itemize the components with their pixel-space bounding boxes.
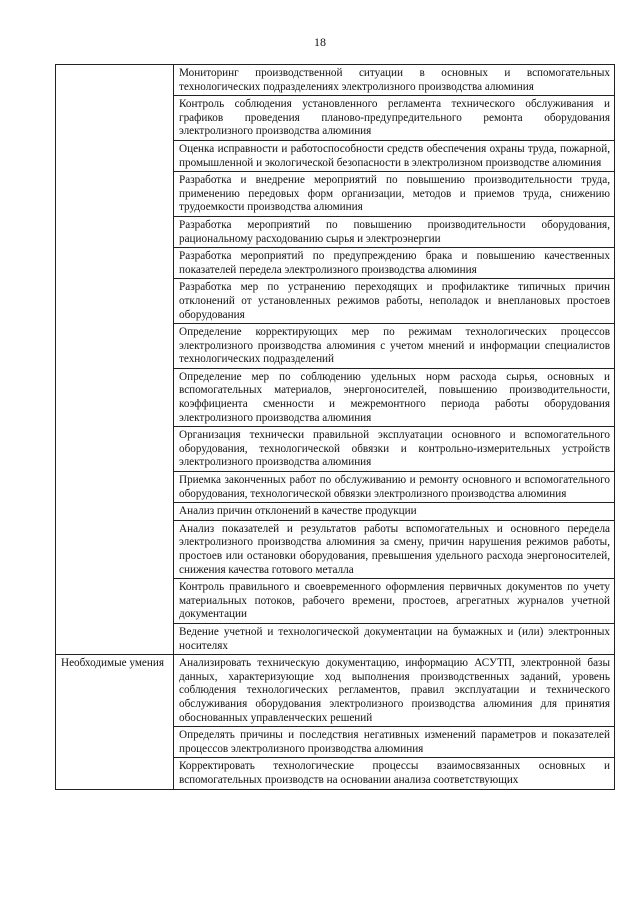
table-cell: Определение корректирующих мер по режимам технологических процессов электролизного производства алюминия с учетом мнений и информации специалистов технологических подразделений (174, 324, 615, 369)
table-cell: Контроль правильного и своевременного оформления первичных документов по учету материальных потоков, рабочего времени, простоев, агрегатных журналов учетной документации (174, 579, 615, 624)
table-row (56, 65, 615, 96)
table-cell: Корректировать технологические процессы взаимосвязанных основных и вспомогательных производств на основании анализа соответствующих (174, 758, 615, 789)
table-cell: Разработка и внедрение мероприятий по повышению производительности труда, применению передовых форм организации, методов и приемов труда, снижению трудоемкости производства алюминия (174, 172, 615, 217)
table-cell: Анализ показателей и результатов работы вспомогательных и основного передела электролизного производства алюминия за смену, причин нарушения режимов работы, простоев или остановки оборудования, превышения удельного расхода энергоносителей, снижения качества готового металла (174, 520, 615, 578)
page-number: 18 (314, 35, 326, 49)
table-row (56, 655, 615, 727)
table-cell: Определение мер по соблюдению удельных норм расхода сырья, основных и вспомогательных материалов, энергоносителей, повышению производительности, коэффициента сменности и межремонтного периода работы оборудования электролизного производства алюминия (174, 368, 615, 426)
table-cell: Приемка законченных работ по обслуживанию и ремонту основного и вспомогательного оборудования, технологической обвязки электролизного производства алюминия (174, 472, 615, 503)
table-cell: Контроль соблюдения установленного регламента технического обслуживания и графиков проведения планово-предупредительного ремонта оборудования электролизного производства алюминия (174, 96, 615, 141)
table-cell: Оценка исправности и работоспособности средств обеспечения охраны труда, пожарной, промышленной и экологической безопасности в электролизном производстве алюминия (174, 140, 615, 171)
table-cell: Анализировать техническую документацию, информацию АСУТП, электронной базы данных, характеризующие ход выполнения производственных заданий, уровень соблюдения технологических регламентов, правил эксплуатации и технического обслуживания оборудования электролизного производства алюминия для принятия обоснованных управленческих решений (174, 655, 615, 727)
table-cell: Анализ причин отклонений в качестве продукции (174, 503, 615, 521)
table-cell: Разработка мер по устранению переходящих и профилактике типичных причин отклонений от установленных режимов работы, неполадок и внеплановых простоев оборудования (174, 279, 615, 324)
table-cell: Определять причины и последствия негативных изменений параметров и показателей процессов электролизного производства алюминия (174, 727, 615, 758)
table-cell: Разработка мероприятий по повышению производительности оборудования, рациональному расходованию сырья и электроэнергии (174, 216, 615, 247)
table-cell: Разработка мероприятий по предупреждению брака и повышению качественных показателей передела электролизного производства алюминия (174, 248, 615, 279)
table-cell: Организация технически правильной эксплуатации основного и вспомогательного оборудования, технологической обвязки и контрольно-измерительных устройств электролизного производства алюминия (174, 427, 615, 472)
section-heading-skills: Необходимые умения (56, 655, 174, 789)
table-cell: Мониторинг производственной ситуации в основных и вспомогательных технологических подразделениях электролизного производства алюминия (174, 65, 615, 96)
competency-table (55, 64, 615, 790)
table-cell: Ведение учетной и технологической документации на бумажных и (или) электронных носителях (174, 623, 615, 654)
section-heading-empty (56, 65, 174, 655)
